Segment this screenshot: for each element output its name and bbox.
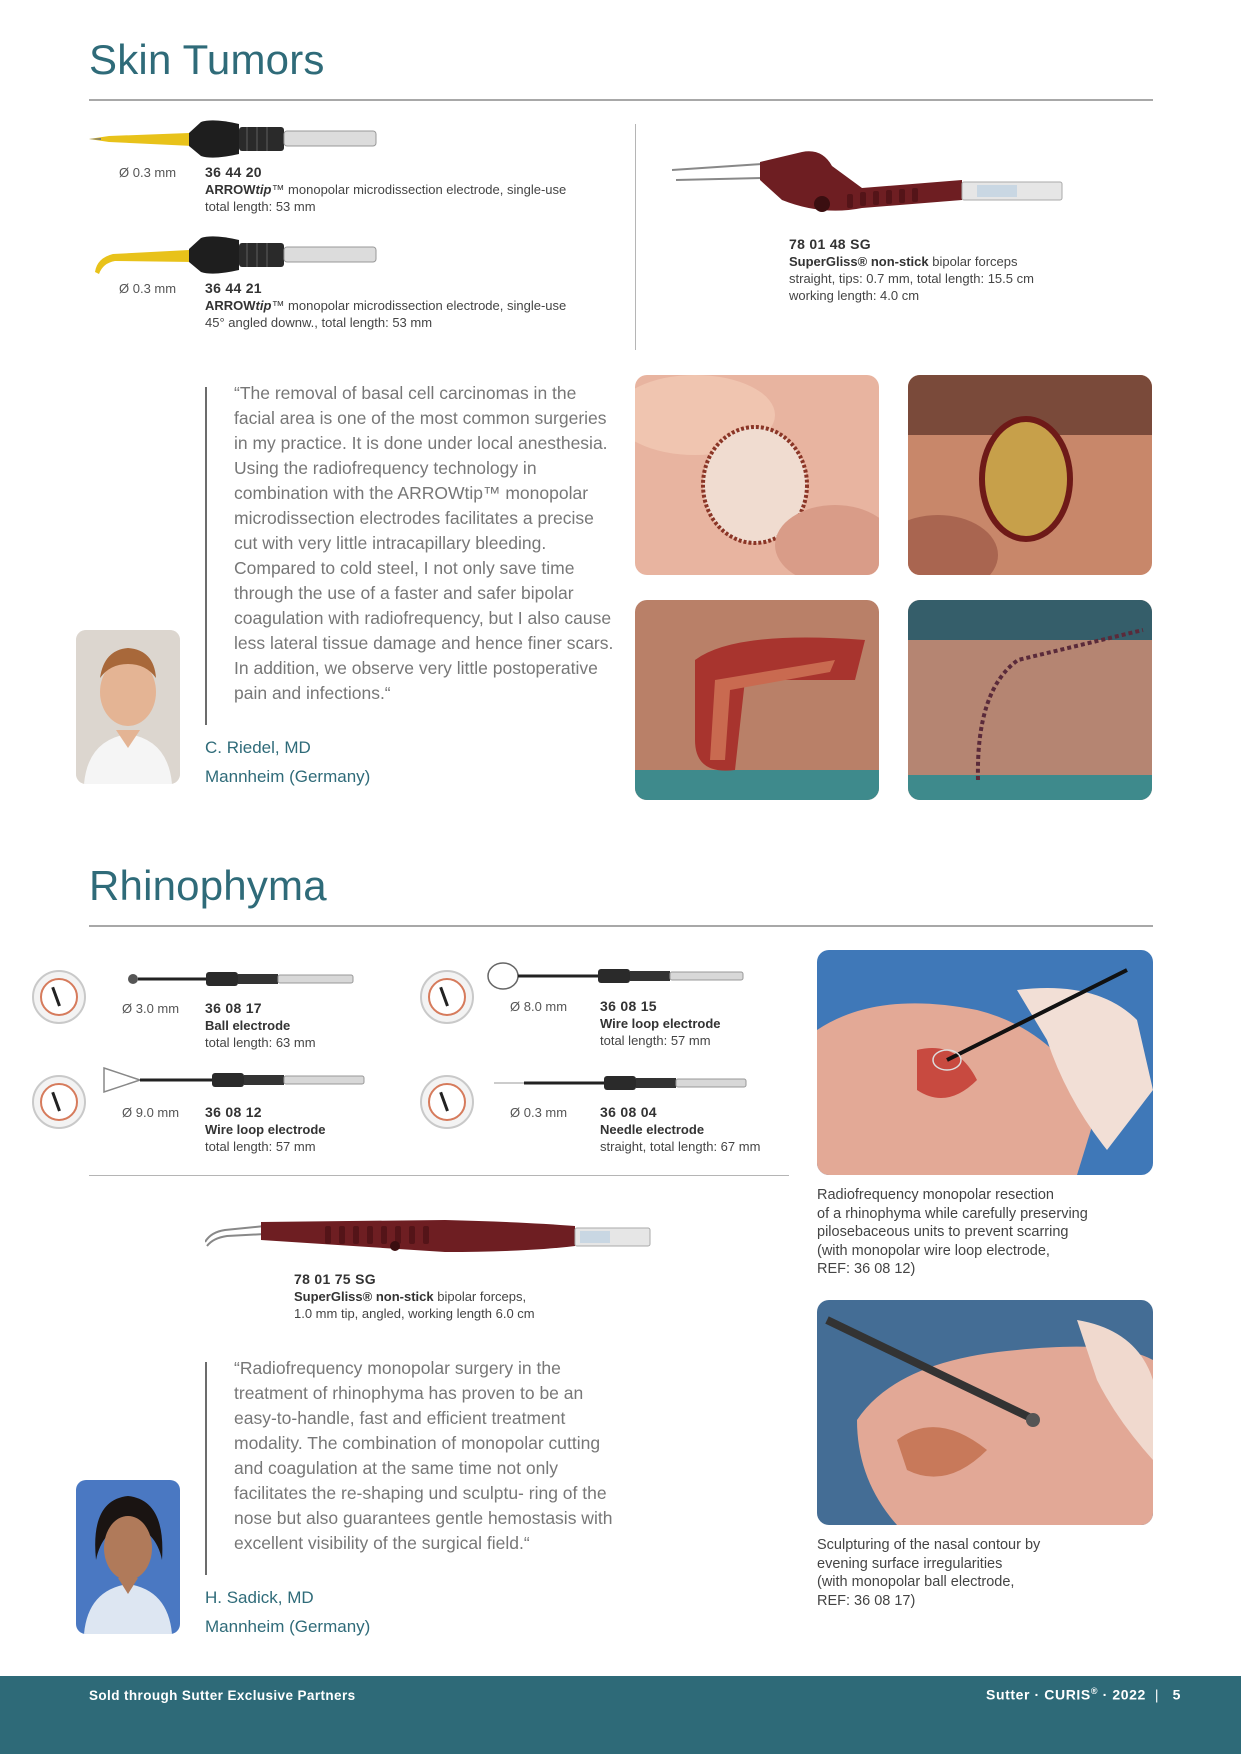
product-spec: total length: 63 mm [205,1035,316,1050]
title-divider [89,925,1153,927]
column-divider [635,124,636,350]
wire-loop-electrode-8mm-image [486,960,746,992]
product-36-08-12 [205,1104,326,1155]
diameter-label: Ø 0.3 mm [510,1105,568,1120]
bipolar-forceps-angled-image [205,1212,655,1272]
power-dial-icon [32,970,86,1024]
wire-loop-electrode-9mm-image [100,1064,370,1096]
caption-line: evening surface irregularities [817,1555,1003,1572]
diameter-label: Ø 3.0 mm [122,1001,180,1016]
quote-bar [205,387,207,725]
product-spec: working length: 4.0 cm [789,288,920,303]
footer-page-info [986,1686,1181,1703]
product-number: 36 44 20 [205,164,262,180]
brand-tip: tip [255,182,272,197]
footer-year: · 2022 [1098,1686,1146,1703]
rhinophyma-resection-caption [817,1186,1088,1279]
author-portrait-sadick [76,1480,180,1634]
power-dial-icon [420,1075,474,1129]
diameter-label: Ø 0.3 mm [119,165,177,180]
product-name: Ball electrode [205,1018,291,1033]
section-title-rhinophyma: Rhinophyma [89,862,327,909]
product-spec: 45° angled downw., total length: 53 mm [205,315,433,330]
product-36-44-21 [205,280,566,331]
ball-electrode-image [126,968,356,990]
basal-cell-excision-photo-3 [635,600,879,800]
product-36-08-04 [600,1104,760,1155]
author-portrait-riedel [76,630,180,784]
needle-electrode-image [494,1072,749,1094]
product-name: SuperGliss® non-stick [294,1289,434,1304]
product-spec: total length: 57 mm [205,1139,316,1154]
caption-line: Radiofrequency monopolar resection [817,1187,1054,1203]
product-36-08-15 [600,998,721,1049]
basal-cell-excision-photo-1 [635,375,879,575]
arrowtip-electrode-straight-image [89,116,379,162]
quote-bar [205,1362,207,1575]
caption-line: of a rhinophyma while carefully preserving [817,1205,1088,1222]
power-dial-icon [420,970,474,1024]
diameter-label: Ø 0.3 mm [119,281,177,296]
basal-cell-excision-photo-4 [908,600,1152,800]
caption-line: REF: 36 08 12) [817,1261,916,1277]
diameter-label: Ø 9.0 mm [122,1105,180,1120]
power-dial-icon [32,1075,86,1129]
footer-distribution-note: Sold through Sutter Exclusive Partners [89,1688,356,1703]
product-36-08-17 [205,1000,316,1051]
testimonial-quote-riedel: “The removal of basal cell carcinomas in the facial area is one of the most common surgeries in my practice. It is done under local anesthesia. Using the radiofrequency technology in combination with the ARROWtip™ monopolar microdissection electrodes facilitates a precise cut with very little intracapillary bleeding. Compared to cold steel, I not only save time through the use of a faster and safer bipolar coagulation with radiofrequency, but I also cause less lateral tissue damage and hence finer scars. In addition, we observe very little postoperative pain and infections.“ [234,383,614,703]
product-spec: total length: 53 mm [205,199,316,214]
trademark: ™ [271,298,285,313]
caption-line: (with monopolar ball electrode, [817,1574,1015,1590]
product-description: bipolar forceps [928,254,1018,269]
basal-cell-excision-photo-2 [908,375,1152,575]
product-description: monopolar microdissection electrode, single-use [284,298,567,313]
product-number: 36 08 12 [205,1104,262,1120]
product-name: Wire loop electrode [600,1016,721,1031]
caption-line: pilosebaceous units to prevent scarring [817,1224,1069,1240]
product-number: 36 44 21 [205,280,262,296]
nasal-sculpturing-caption [817,1536,1040,1610]
bipolar-forceps-straight-image [672,144,1072,226]
brand-tip: tip [255,298,272,313]
nasal-sculpturing-photo [817,1300,1153,1525]
page-number: 5 [1172,1686,1181,1703]
product-number: 78 01 75 SG [294,1271,376,1287]
product-description: monopolar microdissection electrode, single-use [284,182,567,197]
caption-line: Sculpturing of the nasal contour by [817,1537,1041,1553]
product-name: Needle electrode [600,1122,705,1137]
product-name: SuperGliss® non-stick [789,254,929,269]
products-divider [89,1175,789,1176]
author-location: Mannheim (Germany) [205,767,371,786]
product-spec: total length: 57 mm [600,1033,711,1048]
product-description: bipolar forceps, [433,1289,527,1304]
author-name: H. Sadick, MD [205,1588,314,1607]
footer-brand: Sutter · CURIS [986,1686,1091,1703]
diameter-label: Ø 8.0 mm [510,999,568,1014]
section-title-skin-tumors: Skin Tumors [89,36,325,83]
trademark: ™ [271,182,285,197]
product-number: 78 01 48 SG [789,236,871,252]
rhinophyma-resection-photo [817,950,1153,1175]
product-spec: 1.0 mm tip, angled, working length 6.0 cm [294,1306,535,1321]
title-divider [89,99,1153,101]
brand-name: ARROW [205,298,256,313]
product-78-01-75-sg [294,1271,535,1322]
product-spec: straight, total length: 67 mm [600,1139,761,1154]
product-spec: straight, tips: 0.7 mm, total length: 15.5 cm [789,271,1034,286]
footer-separator: | [1154,1686,1160,1703]
product-78-01-48-sg [789,236,1034,304]
product-number: 36 08 17 [205,1000,262,1016]
brand-name: ARROW [205,182,256,197]
arrowtip-electrode-angled-image [89,232,379,278]
testimonial-quote-sadick: “Radiofrequency monopolar surgery in the treatment of rhinophyma has proven to be an easy-to-handle, fast and efficient treatment modality. The combination of monopolar cutting and coagulation at the same time not only facilitates the re-shaping und sculptu- ring of the nose but also guarantees gentle hemostasis with excellent visibility of the surgical field.“ [234,1358,613,1553]
product-number: 36 08 15 [600,998,657,1014]
product-number: 36 08 04 [600,1104,657,1120]
author-location: Mannheim (Germany) [205,1617,371,1636]
author-name: C. Riedel, MD [205,738,311,757]
product-name: Wire loop electrode [205,1122,326,1137]
product-36-44-20 [205,164,566,215]
registered-mark: ® [1090,1686,1099,1696]
caption-line: (with monopolar wire loop electrode, [817,1242,1050,1259]
caption-line: REF: 36 08 17) [817,1592,916,1609]
